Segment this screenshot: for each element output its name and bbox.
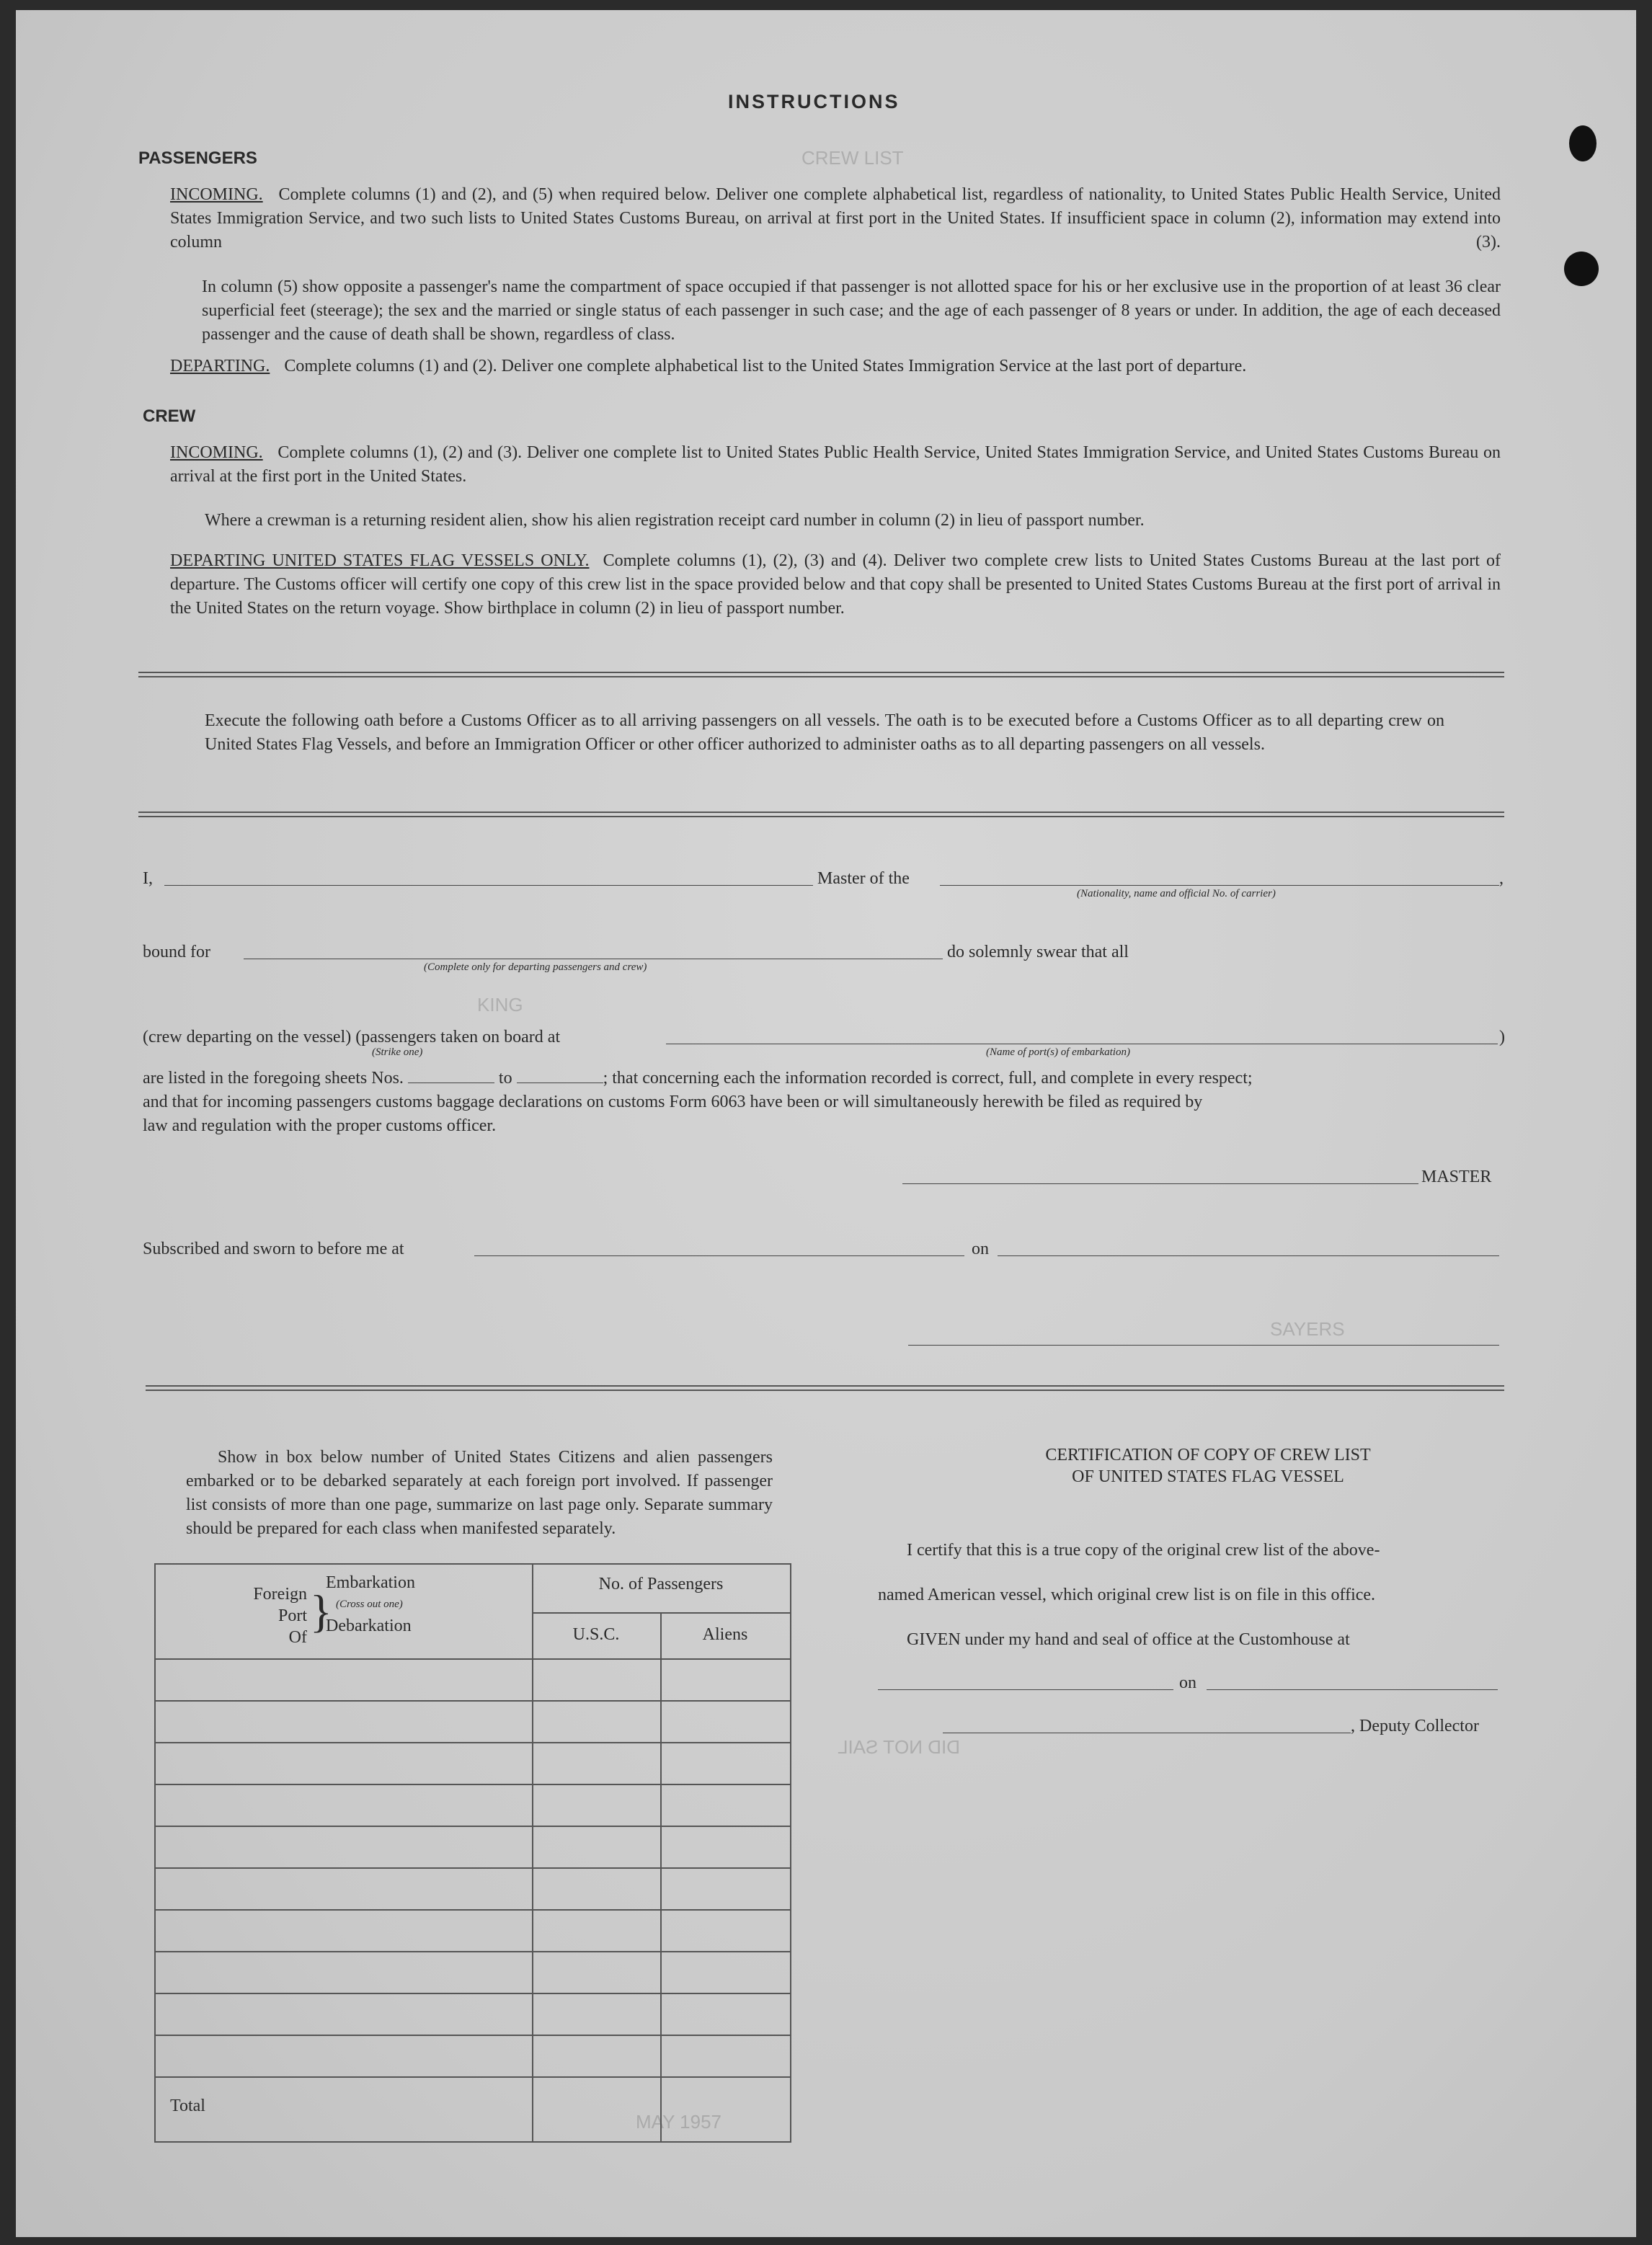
oath-i-label: I, <box>143 869 153 888</box>
cross-out-note: (Cross out one) <box>336 1599 403 1610</box>
divider-rule <box>138 672 1504 677</box>
usc-header: U.S.C. <box>572 1625 620 1644</box>
port-label: Port <box>277 1606 307 1625</box>
crew-departing-label: DEPARTING UNITED STATES FLAG VESSELS ONLY. <box>170 551 590 570</box>
row-divider <box>156 1784 790 1785</box>
ink-blot <box>1564 252 1599 286</box>
sheet-to-field[interactable] <box>517 1064 603 1083</box>
foreign-port-of-header <box>235 1583 307 1648</box>
sheets-text-after: ; that concerning each the information recorded is correct, full, and complete in every respect; <box>603 1069 1253 1088</box>
subscribed-label: Subscribed and sworn to before me at <box>143 1240 404 1258</box>
bound-note: (Complete only for departing passengers and crew) <box>424 961 647 973</box>
crew-departing-oath-label: (crew departing on the vessel) (passengers taken on board at <box>143 1028 561 1046</box>
sheets-label: are listed in the foregoing sheets Nos. <box>143 1069 404 1088</box>
certification-title-line2: OF UNITED STATES FLAG VESSEL <box>1072 1467 1344 1486</box>
crew-incoming-paragraph <box>170 441 1501 489</box>
crew-departing-text: Complete columns (1), (2), (3) and (4). Deliver two complete crew lists to United States Customs Bureau at the last port of departure. The Customs officer will certify one copy of this crew list in the space provided below and that copy shall be presented to United States Customs Bureau at the first port of arrival in the United States on the return voyage. Show birthplace in column (2) in lieu of passport number. <box>170 551 1501 618</box>
sworn-place-field[interactable] <box>474 1255 964 1256</box>
no-of-passengers-header: No. of Passengers <box>598 1575 724 1593</box>
ghost-text-3: MAY 1957 <box>636 2111 722 2133</box>
passengers-departing-label: DEPARTING. <box>170 357 270 375</box>
ghost-text-1: KING <box>477 994 523 1015</box>
sheets-text-line2: and that for incoming passengers customs baggage declarations on customs Form 6063 have been or will simultaneously herewith be filed as required by <box>143 1093 1203 1111</box>
sheet-from-field[interactable] <box>408 1064 494 1083</box>
row-divider <box>156 2076 790 2078</box>
certification-date-field[interactable] <box>1207 1689 1498 1690</box>
nationality-note: (Nationality, name and official No. of carrier) <box>1077 888 1276 899</box>
sworn-on-label: on <box>972 1240 989 1258</box>
crew-incoming-label: INCOMING. <box>170 443 263 462</box>
aliens-header: Aliens <box>702 1625 748 1644</box>
row-divider <box>156 1658 790 1660</box>
certify-line1: I certify that this is a true copy of the original crew list of the above- <box>907 1541 1380 1560</box>
master-signature-field[interactable] <box>902 1183 1418 1184</box>
sheets-text-line3: law and regulation with the proper customs officer. <box>143 1116 497 1135</box>
summary-intro-text: Show in box below number of United States Citizens and alien passengers embarked or to be debarked separately at each foreign port involved. If passenger list consists of more than one page, summarize on last page only. Separate summary should be prepared for each class when manifested separately. <box>186 1448 773 1538</box>
passengers-departing-paragraph <box>170 355 1501 378</box>
row-divider <box>156 1700 790 1702</box>
sheets-statement <box>143 1064 1505 1138</box>
certification-on-label: on <box>1179 1673 1196 1692</box>
passenger-summary-table <box>154 1563 791 2143</box>
of-label: Of <box>288 1628 307 1647</box>
passengers-incoming-text: Complete columns (1) and (2), and (5) when required below. Deliver one complete alphabetical list, regardless of nationality, to United States Public Health Service, United States Immigration Service, and two such lists to United States Customs Bureau, on arrival at first port in the United States. If insufficient space in column (2), information may extend into column (3). <box>170 185 1501 252</box>
passengers-incoming-paragraph <box>170 183 1501 278</box>
certification-title-line1: CERTIFICATION OF COPY OF CREW LIST <box>1045 1446 1371 1464</box>
ports-note: (Name of port(s) of embarkation) <box>986 1046 1130 1058</box>
divider-rule <box>146 1385 1504 1391</box>
row-divider <box>156 1951 790 1952</box>
swear-label: do solemnly swear that all <box>947 943 1129 961</box>
brace-mark: } <box>310 1586 332 1637</box>
bound-for-label: bound for <box>143 943 210 961</box>
row-divider <box>156 2035 790 2036</box>
crew-resident-alien-text: Where a crewman is a returning resident alien, show his alien registration receipt card number in column (2) in lieu of passport number. <box>205 511 1145 530</box>
sworn-date-field[interactable] <box>998 1255 1499 1256</box>
master-name-field[interactable] <box>164 885 813 886</box>
ghost-text-4: SAYERS <box>1270 1318 1345 1340</box>
crew-incoming-text: Complete columns (1), (2) and (3). Deliver one complete list to United States Public Health Service, United States Immigration Service, and United States Customs Bureau on arrival at the first port in the United States. <box>170 443 1501 486</box>
strike-note: (Strike one) <box>372 1046 423 1058</box>
divider-rule <box>138 812 1504 817</box>
embarkation-label: Embarkation <box>326 1573 415 1592</box>
row-divider <box>156 1993 790 1994</box>
certification-title <box>963 1444 1453 1488</box>
sheets-to-label: to <box>498 1069 512 1088</box>
row-divider <box>156 1742 790 1743</box>
debarkation-label: Debarkation <box>326 1617 412 1635</box>
master-of-label: Master of the <box>817 869 910 888</box>
passengers-departing-text: Complete columns (1) and (2). Deliver one complete alphabetical list to the United States Immigration Service at the last port of departure. <box>284 357 1247 375</box>
passengers-column5-text: In column (5) show opposite a passenger's name the compartment of space occupied if that passenger is not allotted space for his or her exclusive use in the proportion of at least 36 clear superficial feet (steerage); the sex and the married or single status of each passenger in such case; and the age of each passenger of 8 years or under. In addition, the age of each deceased passenger and the cause of death shall be shown, regardless of class. <box>202 277 1501 344</box>
ghost-text-2: DID NOT SAIL <box>838 1736 961 1758</box>
foreign-label: Foreign <box>253 1585 307 1604</box>
passengers-incoming-label: INCOMING. <box>170 185 263 204</box>
customhouse-field[interactable] <box>878 1689 1173 1690</box>
comma-mark: , <box>1499 869 1504 888</box>
crew-departing-paragraph <box>170 549 1501 621</box>
embarkation-debarkation-header <box>326 1572 415 1637</box>
passengers-heading: PASSENGERS <box>138 148 257 168</box>
carrier-field[interactable] <box>940 885 1499 886</box>
page-title: INSTRUCTIONS <box>728 91 900 112</box>
row-divider <box>156 1826 790 1827</box>
document-page <box>16 10 1636 2237</box>
closing-paren: ) <box>1499 1028 1505 1046</box>
row-divider <box>156 1867 790 1869</box>
master-label: MASTER <box>1421 1168 1492 1186</box>
given-text: GIVEN under my hand and seal of office at the Customhouse at <box>907 1630 1350 1649</box>
total-label: Total <box>170 2097 205 2115</box>
oath-intro-text: Execute the following oath before a Customs Officer as to all arriving passengers on all vessels. The oath is to be executed before a Customs Officer as to all departing crew on United States Flag Vessels, and before an Immigration Officer or other officer authorized to administer oaths as to all departing passengers on all vessels. <box>205 711 1444 754</box>
row-divider <box>532 1612 790 1614</box>
column-divider <box>532 1565 533 2141</box>
row-divider <box>156 1909 790 1911</box>
certify-line2: named American vessel, which original crew list is on file in this office. <box>878 1586 1376 1604</box>
ink-blot <box>1569 125 1597 161</box>
column-divider <box>660 1612 662 2141</box>
officer-signature-field[interactable] <box>908 1345 1499 1346</box>
ghost-crew-list: CREW LIST <box>801 147 904 169</box>
crew-heading: CREW <box>143 406 196 426</box>
deputy-collector-label: , Deputy Collector <box>1351 1717 1479 1735</box>
